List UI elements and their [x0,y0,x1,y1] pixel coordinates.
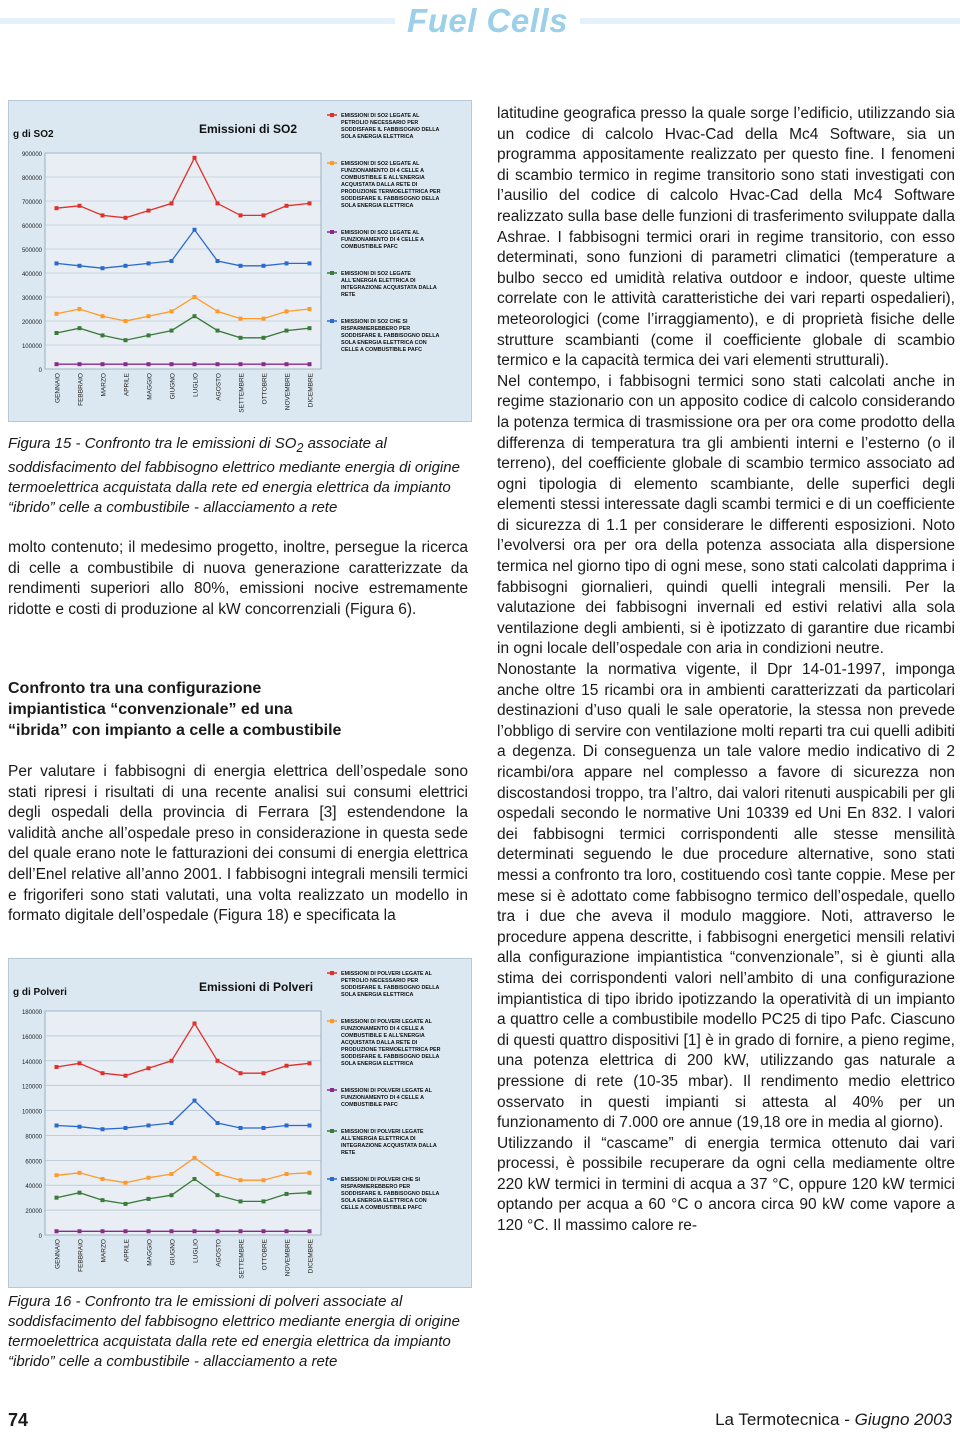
legend-label-line: PETROLIO NECESSARIO PER [341,978,419,984]
data-point [262,317,266,321]
figure-15-caption [8,434,470,518]
data-point [78,204,82,208]
data-point [239,1178,243,1182]
legend-label-line: COMBUSTIBILE E ALL'ENERGIA [341,175,425,181]
data-point [78,1191,82,1195]
data-point [262,1126,266,1130]
chart-title: Emissioni di Polveri [199,980,314,994]
caption-15-part2: associate al soddisfacimento del fabbisogno elettrico mediante energia di origine termoelettrica acquistata dalla rete ed energia elettrica da impianto “ibrido” celle a combustibile - allacciamento a rete [8,435,460,516]
y-tick-label: 20000 [25,1209,42,1216]
legend-label-line: CELLE A COMBUSTIBILE PAFC [341,1205,422,1211]
legend-label-line: RETE [341,1150,356,1156]
data-point [216,1172,220,1176]
data-point [262,362,266,366]
data-point [308,201,312,205]
data-point [308,362,312,366]
x-tick-label: MARZO [100,1239,108,1263]
y-tick-label: 200000 [21,320,42,326]
data-point [262,264,266,268]
y-tick-label: 900000 [21,152,42,158]
legend-label-line: PETROLIO NECESSARIO PER [341,120,419,126]
legend-label [341,113,440,140]
data-point [216,1121,220,1125]
x-tick-label: APRILE [123,1239,131,1263]
legend-label [341,971,440,998]
legend-label-line: RISPARMIEREBBERO PER [341,1184,411,1190]
legend-label-line: EMISSIONI DI SO2 LEGATE AL [341,161,420,167]
data-point [124,362,128,366]
legend-label-line: SOLA ENERGIA ELETTRICA CON [341,340,427,346]
legend-label [341,1129,437,1156]
data-point [55,1065,59,1069]
x-tick-label: APRILE [123,373,131,397]
legend-marker [330,230,334,234]
figure-16-chart [8,958,472,1288]
data-point [78,326,82,330]
data-point [308,1191,312,1195]
data-point [78,362,82,366]
legend-label-line: INTEGRAZIONE ACQUISTATA DALLA [341,1143,437,1149]
legend-label [341,319,440,353]
x-tick-label: OTTOBRE [261,1239,269,1271]
x-tick-label: GIUGNO [169,1239,177,1266]
data-point [147,362,151,366]
data-point [262,213,266,217]
x-tick-label: AGOSTO [215,1239,223,1267]
legend-label-line: PRODUZIONE TERMOELETTRICA PER [341,189,441,195]
data-point [124,1229,128,1233]
legend-label [341,1088,433,1108]
data-point [308,1229,312,1233]
data-point [101,1177,105,1181]
data-point [239,1229,243,1233]
data-point [124,1181,128,1185]
x-tick-label: GENNAIO [54,1239,62,1269]
data-point [193,295,197,299]
legend-marker [330,271,334,275]
data-point [239,264,243,268]
legend-label-line: SOLA ENERGIA ELETTRICA [341,203,414,209]
data-point [193,362,197,366]
x-tick-label: SETTEMBRE [238,373,246,413]
data-point [285,309,289,313]
data-point [78,1061,82,1065]
data-point [101,1071,105,1075]
legend-label-line: FUNZIONAMENTO DI 4 CELLE A [341,168,424,174]
legend-label-line: EMISSIONI DI SO2 LEGATE [341,271,411,277]
data-point [193,1099,197,1103]
data-point [147,333,151,337]
data-point [78,1171,82,1175]
legend-label-line: EMISSIONI DI POLVERI LEGATE AL [341,1088,432,1094]
right-paragraph-4: Utilizzando il “cascame” di energia termica ottenuto dai vari processi, è possibile recuperare da ogni cella mediamente oltre 220 kW termici in termini di acqua a 37 °C, oppure 120 kW termici optando per acqua a 60 °C o ancora circa 90 kW come vapore a 120 °C. Il massimo calore re- [497,1134,955,1235]
data-point [78,264,82,268]
right-column [497,104,955,1237]
data-point [193,1229,197,1233]
data-point [239,1199,243,1203]
data-point [308,1061,312,1065]
legend-label-line: EMISSIONI DI SO2 LEGATE AL [341,230,420,236]
data-point [124,1202,128,1206]
legend-marker [330,1177,334,1181]
plot-area [45,153,321,369]
left-paragraph-2-text: Per valutare i fabbisogni di energia elettrica dell’ospedale sono stati ripresi i risultati di una recente analisi sui consumi elettrici degli ospedali della provincia di Ferrara [3] estendendone la validità anche all’ospedale preso in considerazione in questa sede del quale erano note le fatturazioni dei consumi di energia elettrica dell’Enel relative all’anno 2001. I fabbisogni integrali mensili termici e frigoriferi sono stati valutati, una volta realizzato un modello in formato digitale dell’ospedale (Figura 18) e specificata la [8,763,468,925]
data-point [285,1172,289,1176]
data-point [101,213,105,217]
data-point [216,362,220,366]
data-point [262,1071,266,1075]
section-heading [8,678,468,741]
x-tick-label: MAGGIO [146,373,154,400]
magazine-name: La Termotecnica - [715,1410,855,1429]
data-point [147,1176,151,1180]
data-point [55,261,59,265]
legend-label-line: EMISSIONI DI POLVERI LEGATE AL [341,1019,432,1025]
x-tick-label: FEBBRAIO [77,1239,85,1272]
data-point [308,261,312,265]
legend-label-line: SOLA ENERGIA ELETTRICA [341,134,414,140]
data-point [216,1193,220,1197]
legend-label-line: ALL'ENERGIA ELETTRICA DI [341,1136,416,1142]
data-point [55,1173,59,1177]
data-point [55,331,59,335]
header-title: Fuel Cells [407,2,568,39]
x-tick-label: GENNAIO [54,373,62,403]
legend-label-line: SOLA ENERGIA ELETTRICA CON [341,1198,427,1204]
y-axis-label: g di SO2 [13,129,54,140]
data-point [262,336,266,340]
data-point [285,362,289,366]
data-point [170,1193,174,1197]
data-point [216,1059,220,1063]
legend-marker [330,319,334,323]
legend-label-line: EMISSIONI DI POLVERI LEGATE AL [341,971,432,977]
data-point [285,261,289,265]
data-point [216,1229,220,1233]
data-point [308,1171,312,1175]
data-point [101,1127,105,1131]
x-tick-label: AGOSTO [215,373,223,401]
data-point [55,206,59,210]
legend-label-line: SODDISFARE IL FABBISOGNO DELLA [341,196,440,202]
data-point [170,1059,174,1063]
y-tick-label: 60000 [25,1159,42,1166]
plot-area [45,1011,321,1235]
y-tick-label: 700000 [21,200,42,206]
right-paragraph-1: latitudine geografica presso la quale sorge l’edificio, utilizzando sia un codice di calcolo Hvac-Cad della Mc4 Software, sia un programma appositamente realizzato per questo fine. I fenomeni di scambio termico in regime transitorio sono stati investigati con l’ausilio del codice di calcolo Hvac-Cad della Mc4 Software realizzato sulla base delle funzioni di trasferimento sviluppate dalla Ashrae. I fabbisogni termici orari in regime transitorio, con esso determinati, sono funzioni di parametri climatici (temperature a bulbo secco ed umidità relativa outdoor e indoor, queste ultime correlate con le attività caratteristiche dei vari reparti ospedalieri), meteorologici (come l’irraggiamento), e di proprietà fisiche delle strutture scambianti (come il coefficiente globale di scambio termico e la capacità termica dei vari elementi strutturali). [497,105,955,370]
legend-label-line: ACQUISTATA DALLA RETE DI [341,1040,418,1046]
right-paragraph-3: Nonostante la normativa vigente, il Dpr 14-01-1997, imponga anche oltre 15 ricambi ora in ambienti caratterizzati da particolari destinazioni d’uso quali le sale operatorie, la stessa non prevede l’obbligo di servire con ventilazione molti reparti tra cui quelli adibiti a degenza. Di conseguenza un tale valore medio indicativo di 2 ricambi/ora appare nel complesso a favore di sicurezza non discostandosi troppo, tra l’altro, dai valori ritenuti auspicabili per gli ospedali secondo le normative Uni 10339 ed Uni En 832. I valori dei fabbisogni termici corrispondenti alle stesse mensilità determinati seguendo le due procedure alternative, sono stati messi a confronto tra loro, costituendo così tante coppie. Mese per mese si è adottato come fabbisogno termico dell’ospedale, quello tra i due che aveva il modulo maggiore. Noti, attraverso le procedure appena descritte, i fabbisogni energetici mensili relativi alla configurazione impiantistica “convenzionale”, si è giunti alla stima dei corrispondenti valori nell’ambito di una configurazione impiantistica di tipo ibrido ipotizzando la operatività di un impianto a quattro celle a combustibile modello PC25 di tipo Pafc. Ciascuno di questi quattro dispositivi [1] è in grado di fornire, a pieno regime, una potenza elettrica di 200 kW, utilizzando gas naturale a pressione di rete (10-35 mbar). Il rendimento medio elettrico osservato in questi impianti si attesta al 40% per un funzionamento di 7.000 ore annue (19,18 ore in media al giorno). [497,661,955,1132]
data-point [101,333,105,337]
data-point [124,338,128,342]
data-point [78,1125,82,1129]
legend-marker [330,1088,334,1092]
right-paragraph-2: Nel contempo, i fabbisogni termici sono stati calcolati anche in regime stazionario con un apposito codice di calcolo considerando la potenza termica di trasmissione ora per ora come prodotto della differenza di temperatura tra gli ambienti interni e l’esterno (o il terreno), del coefficiente globale di scambio termico associato ad ogni tipologia di elemento scambiante, delle superfici degli elementi stessi interessate dagli scambi termici e di un coefficiente di sicurezza di 1.1 per considerare le differenti esposizioni. Noto l’evolversi ora per ora della potenza associata alla dispersione termica nel giorno tipo di ogni mese, sono stati calcolati dapprima i fabbisogni giornalieri, quindi quelli integrali mensili. Per la valutazione dei fabbisogni invernali ed estivi relativi alla sola ventilazione degli ambienti, si è ipotizzato di garantire due ricambi in ogni locale dell’ospedale con aria in condizioni neutre. [497,372,955,658]
legend-label-line: COMBUSTIBILE PAFC [341,244,398,250]
legend-label-line: SODDISFARE IL FABBISOGNO DELLA [341,1054,440,1060]
figure-16-caption [8,1292,470,1372]
caption-15-subscript: 2 [296,441,304,455]
left-paragraph-1-text: molto contenuto; il medesimo progetto, inoltre, persegue la ricerca di celle a combustibile di nuova generazione caratterizzate da rendimenti superiori allo 80%, emissioni nocive estremamente ridotte e costi di produzione al kW concorrenziali (Figura 6). [8,539,468,618]
data-point [170,1229,174,1233]
data-point [308,1123,312,1127]
data-point [308,307,312,311]
legend-label-line: FUNZIONAMENTO DI 4 CELLE A [341,1026,424,1032]
data-point [101,266,105,270]
data-point [285,1064,289,1068]
legend-label-line: SODDISFARE IL FABBISOGNO DELLA [341,127,440,133]
header-rule-right [580,18,960,24]
legend-label [341,1019,441,1067]
data-point [193,1177,197,1181]
y-tick-label: 0 [38,1234,42,1240]
data-point [147,261,151,265]
data-point [101,1229,105,1233]
data-point [193,228,197,232]
legend-label-line: EMISSIONI DI SO2 LEGATE AL [341,113,420,119]
legend-marker [330,1129,334,1133]
page-number: 74 [8,1410,29,1430]
data-point [124,216,128,220]
data-point [193,1156,197,1160]
x-tick-label: SETTEMBRE [238,1239,246,1279]
legend-label-line: EMISSIONI DI SO2 CHE SI [341,319,408,325]
legend-label-line: COMBUSTIBILE PAFC [341,1102,398,1108]
data-point [101,362,105,366]
x-tick-label: FEBBRAIO [77,373,85,406]
data-point [285,329,289,333]
data-point [239,336,243,340]
legend-marker [330,113,334,117]
data-point [239,317,243,321]
y-tick-label: 160000 [21,1034,42,1041]
y-tick-label: 0 [38,368,42,374]
data-point [170,362,174,366]
data-point [170,309,174,313]
so2-emissions-chart [9,101,471,421]
y-tick-label: 120000 [21,1084,42,1091]
x-tick-label: OTTOBRE [261,373,269,405]
issue-date: Giugno 2003 [854,1410,952,1429]
data-point [170,329,174,333]
data-point [78,307,82,311]
data-point [216,309,220,313]
data-point [55,362,59,366]
data-point [124,264,128,268]
data-point [170,1121,174,1125]
y-tick-label: 400000 [21,272,42,278]
y-tick-label: 300000 [21,296,42,302]
data-point [285,204,289,208]
legend-label [341,161,441,209]
data-point [55,1196,59,1200]
legend-label-line: SOLA ENERGIA ELETTRICA [341,1061,414,1067]
dust-emissions-chart [9,959,471,1287]
y-tick-label: 100000 [21,1109,42,1116]
legend-label-line: RETE [341,292,356,298]
y-tick-label: 140000 [21,1059,42,1066]
data-point [101,314,105,318]
x-tick-label: LUGLIO [192,373,200,397]
legend-label-line: COMBUSTIBILE E ALL'ENERGIA [341,1033,425,1039]
magazine-footer [715,1410,952,1430]
legend-label-line: EMISSIONI DI POLVERI CHE SI [341,1177,420,1183]
legend-label [341,230,424,250]
caption-16-text: Figura 16 - Confronto tra le emissioni di polveri associate al soddisfacimento del fabbisogno elettrico mediante energia di origine termoelettrica acquistata dalla rete ed energia elettrica da impianto “ibrido” celle a combustibile - allacciamento a rete [8,1293,460,1370]
legend-label [341,1177,440,1211]
x-tick-label: MARZO [100,373,108,397]
y-axis-label: g di Polveri [13,987,67,998]
data-point [170,259,174,263]
legend-marker [330,161,334,165]
legend-label-line: SODDISFARE IL FABBISOGNO DELLA [341,333,440,339]
data-point [55,1123,59,1127]
data-point [216,201,220,205]
header-rule-left [0,18,395,24]
chart-title: Emissioni di SO2 [199,122,298,136]
data-point [124,1126,128,1130]
data-point [55,312,59,316]
left-paragraph-2 [8,762,468,927]
data-point [193,1021,197,1025]
data-point [262,1199,266,1203]
page-header [0,0,960,40]
data-point [193,156,197,160]
x-tick-label: DICEMBRE [307,373,315,408]
data-point [216,329,220,333]
legend-label-line: PRODUZIONE TERMOELETTRICA PER [341,1047,441,1053]
data-point [262,1178,266,1182]
data-point [147,1229,151,1233]
legend-label-line: INTEGRAZIONE ACQUISTATA DALLA [341,285,437,291]
y-tick-label: 500000 [21,248,42,254]
y-tick-label: 600000 [21,224,42,230]
x-tick-label: LUGLIO [192,1239,200,1263]
legend-label-line: ACQUISTATA DALLA RETE DI [341,182,418,188]
data-point [308,326,312,330]
legend-marker [330,971,334,975]
y-tick-label: 180000 [21,1010,42,1016]
legend-label-line: SODDISFARE IL FABBISOGNO DELLA [341,1191,440,1197]
legend-marker [330,1019,334,1023]
data-point [239,362,243,366]
figure-15-chart [8,100,472,422]
legend-label-line: FUNZIONAMENTO DI 4 CELLE A [341,237,424,243]
data-point [147,1066,151,1070]
legend-label [341,271,437,298]
data-point [170,201,174,205]
caption-15-part1: Figura 15 - Confronto tra le emissioni di SO [8,435,297,452]
legend-label-line: FUNZIONAMENTO DI 4 CELLE A [341,1095,424,1101]
x-tick-label: NOVEMBRE [284,373,292,411]
section-heading-line-3: “ibrida” con impianto a celle a combustibile [8,722,342,739]
section-heading-line-2: impiantistica “convenzionale” ed una [8,701,293,718]
data-point [78,1229,82,1233]
data-point [193,314,197,318]
y-tick-label: 100000 [21,344,42,350]
data-point [147,314,151,318]
data-point [285,1192,289,1196]
legend-label-line: ALL'ENERGIA ELETTRICA DI [341,278,416,284]
data-point [101,1198,105,1202]
data-point [170,1172,174,1176]
x-tick-label: DICEMBRE [307,1239,315,1274]
data-point [262,1229,266,1233]
left-paragraph-1 [8,538,468,620]
data-point [239,213,243,217]
legend-label-line: SODDISFARE IL FABBISOGNO DELLA [341,985,440,991]
data-point [285,1229,289,1233]
data-point [239,1126,243,1130]
data-point [147,1123,151,1127]
x-tick-label: NOVEMBRE [284,1239,292,1277]
data-point [124,319,128,323]
data-point [55,1229,59,1233]
legend-label-line: CELLE A COMBUSTIBILE PAFC [341,347,422,353]
legend-label-line: EMISSIONI DI POLVERI LEGATE [341,1129,424,1135]
data-point [285,1123,289,1127]
data-point [239,1071,243,1075]
x-tick-label: MAGGIO [146,1239,154,1266]
legend-label-line: SOLA ENERGIA ELETTRICA [341,992,414,998]
data-point [124,1074,128,1078]
section-heading-line-1: Confronto tra una configurazione [8,680,262,697]
x-tick-label: GIUGNO [169,373,177,400]
data-point [216,259,220,263]
y-tick-label: 40000 [25,1184,42,1191]
data-point [147,209,151,213]
y-tick-label: 80000 [25,1134,42,1141]
legend-label-line: RISPARMIEREBBERO PER [341,326,411,332]
y-tick-label: 800000 [21,176,42,182]
data-point [147,1197,151,1201]
